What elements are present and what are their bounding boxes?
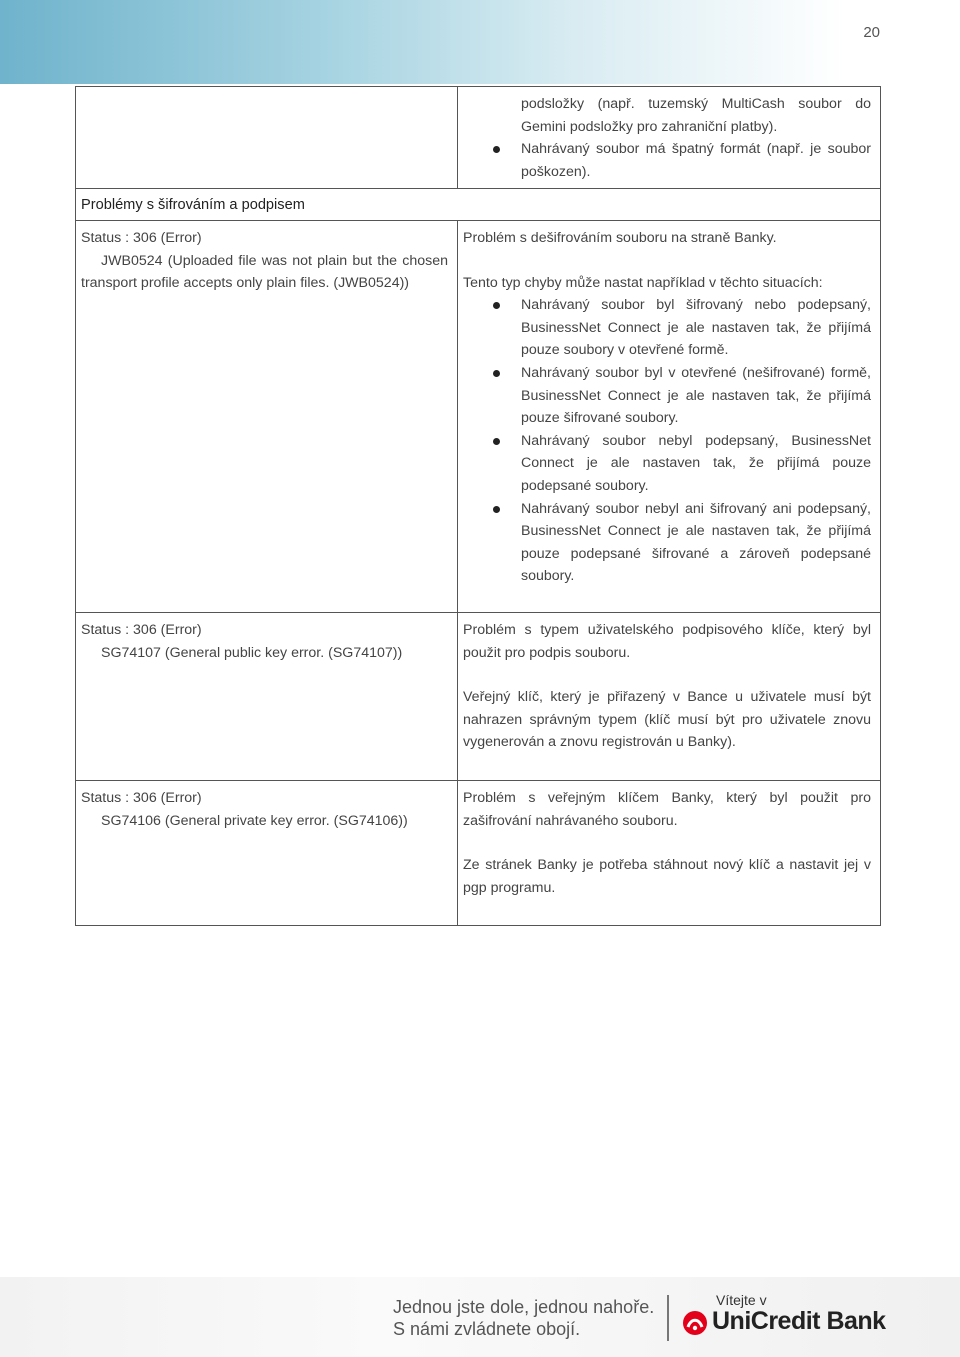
right-cell — [458, 221, 881, 613]
problem-text: Problém s veřejným klíčem Banky, který byl použit pro zašifrování nahrávaného souboru. — [463, 790, 871, 829]
right-cell — [458, 87, 881, 189]
slogan-line-2: S námi zvládnete obojí. — [393, 1319, 581, 1339]
status-label: Status : 306 (Error) — [81, 230, 202, 246]
left-cell — [76, 613, 458, 781]
page-number: 20 — [863, 24, 880, 41]
right-cell — [458, 613, 881, 781]
solution-text: Ze stránek Banky je potřeba stáhnout nový klíč a nastavit jej v pgp programu. — [463, 857, 871, 896]
error-text: SG74107 (General public key error. (SG74107)) — [101, 644, 403, 661]
list-item: Nahrávaný soubor nebyl ani šifrovaný ani podepsaný, BusinessNet Connect je ale nastaven tak, že přijímá pouze podepsané šifrované a zároveň podepsané soubory. — [463, 498, 871, 588]
table-row — [76, 781, 881, 926]
right-cell — [458, 781, 881, 926]
section-heading-row — [76, 189, 881, 221]
error-text: SG74106 (General private key error. (SG74106)) — [101, 812, 408, 829]
left-cell — [76, 781, 458, 926]
list-item: Nahrávaný soubor má špatný formát (např. je soubor poškozen). — [463, 138, 871, 183]
slogan-line-1: Jednou jste dole, jednou nahoře. — [393, 1297, 655, 1317]
problem-text: Problém s dešifrováním souboru na straně Banky. — [463, 230, 777, 246]
unicredit-logo-icon — [682, 1310, 708, 1336]
left-cell — [76, 87, 458, 189]
left-cell — [76, 221, 458, 613]
error-table — [75, 86, 881, 926]
welcome-text: Vítejte v — [716, 1292, 767, 1308]
header-band — [0, 0, 960, 84]
list-item: Nahrávaný soubor byl šifrovaný nebo podepsaný, BusinessNet Connect je ale nastaven tak, že přijímá pouze soubory v otevřené formě. — [463, 294, 871, 362]
intro-text: Tento typ chyby může nastat například v těchto situacích: — [463, 274, 823, 291]
status-label: Status : 306 (Error) — [81, 622, 202, 638]
list-item: Nahrávaný soubor nebyl podepsaný, BusinessNet Connect je ale nastaven tak, že přijímá pouze podepsané soubory. — [463, 430, 871, 498]
status-label: Status : 306 (Error) — [81, 790, 202, 806]
footer-slogan — [393, 1296, 654, 1340]
brand-name: UniCredit Bank — [712, 1307, 886, 1335]
table-row — [76, 613, 881, 781]
footer — [0, 1277, 960, 1357]
problem-text: Problém s typem uživatelského podpisového klíče, který byl použit pro podpis souboru. — [463, 622, 871, 661]
bullet-list — [463, 294, 871, 588]
error-text: JWB0524 (Uploaded file was not plain but the chosen transport profile accepts only plain files. (JWB0524)) — [81, 252, 448, 292]
list-item: Nahrávaný soubor byl v otevřené (nešifrované) formě, BusinessNet Connect je ale nastaven tak, že přijímá pouze šifrované soubory. — [463, 362, 871, 430]
solution-text: Veřejný klíč, který je přiřazený v Bance u uživatele musí být nahrazen správným typem (klíč musí být pro uživatele znovu vygenerován a znovu registrován u Banky). — [463, 689, 871, 751]
table-row — [76, 221, 881, 613]
table-row — [76, 87, 881, 189]
section-heading: Problémy s šifrováním a podpisem — [81, 197, 305, 213]
footer-divider — [667, 1295, 669, 1341]
section-heading-cell — [76, 189, 881, 221]
list-item: podsložky (např. tuzemský MultiCash soubor do Gemini podsložky pro zahraniční platby). — [521, 96, 871, 135]
